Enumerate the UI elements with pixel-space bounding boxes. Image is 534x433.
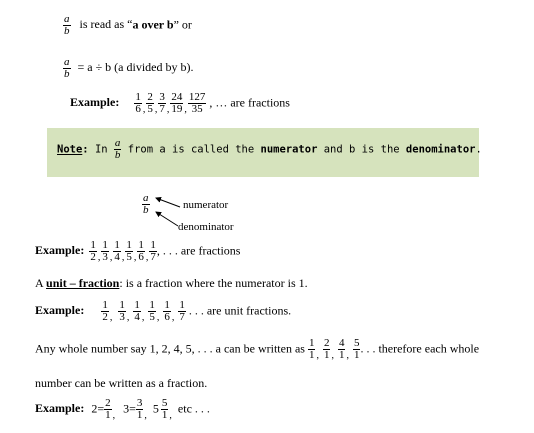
fraction: $\frac{1}{5}$: [149, 299, 155, 323]
fraction: $\frac{24}{19}$: [171, 91, 183, 115]
fraction: $\frac{1}{2}$: [90, 239, 96, 263]
fraction: $\frac{2}{5}$: [147, 91, 153, 115]
note-fraction: $\frac{a}{b}$: [114, 137, 121, 161]
example-label: Example:: [35, 401, 85, 416]
fraction: $\frac{1}{6}$: [138, 239, 144, 263]
fraction: $\frac{5}{1}$: [353, 337, 360, 361]
fraction: $\frac{1}{3}$: [119, 299, 125, 323]
fraction: $\frac{1}{1}$: [308, 337, 315, 361]
example-label: Example:: [70, 95, 120, 110]
fraction: $\frac{1}{4}$: [134, 299, 140, 323]
note-label: Note: [57, 143, 83, 156]
fraction: $\frac{1}{3}$: [102, 239, 108, 263]
example1-suffix: , … are fractions: [209, 95, 290, 110]
definition-line-1: [63, 14, 192, 37]
fraction: $\frac{4}{1}$: [338, 337, 345, 361]
unit-fraction-definition: A unit – fraction: is a fraction where the numerator is 1.: [35, 276, 308, 290]
example-label: Example:: [35, 303, 85, 318]
fraction: $\frac{1}{7}$: [179, 299, 185, 323]
fraction: $\frac{1}{6}$: [164, 299, 170, 323]
example-label: Example:: [35, 243, 85, 258]
example-4: Example: 2= $\frac{2}{1}$ $_,$3= $\frac{3}{1}$ $_,$5 $\frac{5}{1}$ $_,$etc . . .: [35, 397, 210, 422]
fraction: $\frac{1}{6}$: [135, 91, 141, 115]
fraction: $\frac{3}{1}$: [136, 397, 143, 421]
numerator-arrow: [156, 198, 180, 207]
whole-number-line-2: number can be written as a fraction.: [35, 376, 208, 390]
example2-suffix: , . . . are fractions: [156, 243, 241, 258]
fraction-a-over-b: $\frac{a}{b}$: [64, 13, 70, 37]
line1-suffix: ” or: [173, 17, 192, 32]
fraction-a-over-b-2: $\frac{a}{b}$: [64, 56, 70, 80]
line1-prefix: is read as “: [79, 17, 133, 32]
fraction: $\frac{127}{35}$: [188, 91, 206, 115]
definition-line-2: [63, 57, 194, 80]
fraction: $\frac{3}{7}$: [159, 91, 165, 115]
denominator-arrow: [156, 212, 178, 226]
example3-suffix: . . . are unit fractions.: [188, 303, 292, 318]
denominator-label: denominator: [178, 221, 234, 233]
fraction: $\frac{2}{1}$: [323, 337, 330, 361]
fraction: $\frac{1}{4}$: [114, 239, 120, 263]
fraction: $\frac{5}{1}$: [161, 397, 168, 421]
line2-text: = a ÷ b (a divided by b).: [77, 60, 194, 75]
numerator-label: numerator: [183, 199, 229, 211]
unit-fraction-term: unit – fraction: [46, 276, 120, 290]
example-1: Example: $\frac{1}{6}$ $_,$ $\frac{2}{5}$ $_,$ $\frac{3}{7}$ $_,$ $\frac{24}{19}$ $_,$ $\frac{127}{35}$ , … are fractions: [70, 91, 290, 116]
fraction: $\frac{1}{2}$: [102, 299, 108, 323]
line1-bold: a over b: [132, 17, 174, 32]
whole-number-line: Any whole number say 1, 2, 4, 5, . . . a can be written as $\frac{1}{1}$ $_,$ $\frac{2}{1}$ $_,$ $\frac{4}{1}$ $_,$ $\frac{5}{1}$ . . . therefore each whole: [35, 337, 480, 362]
fraction: $\frac{2}{1}$: [105, 397, 111, 421]
note-text: Note: In $\frac{a}{b}$ from a is called the numerator and b is the denominator.: [57, 137, 482, 161]
diagram-fraction: $\frac{a}{b}$: [143, 192, 149, 216]
example-2: Example: $\frac{1}{2}$ $_,$ $\frac{1}{3}$ $_,$ $\frac{1}{4}$ $_,$ $\frac{1}{5}$ $_,$ $\frac{1}{6}$ $_,$ $\frac{1}{7}$ , . . . are fractions: [35, 239, 241, 264]
fraction: $\frac{1}{5}$: [126, 239, 132, 263]
numerator-denominator-diagram: [140, 193, 260, 235]
fraction: $\frac{1}{7}$: [150, 239, 156, 263]
example-3: Example: $\frac{1}{2}$ $_,$ $\frac{1}{3}$ $_,$ $\frac{1}{4}$ $_,$ $\frac{1}{5}$ $_,$ $\frac{1}{6}$ $_,$ $\frac{1}{7}$ . . . are unit fractions.: [35, 299, 292, 324]
